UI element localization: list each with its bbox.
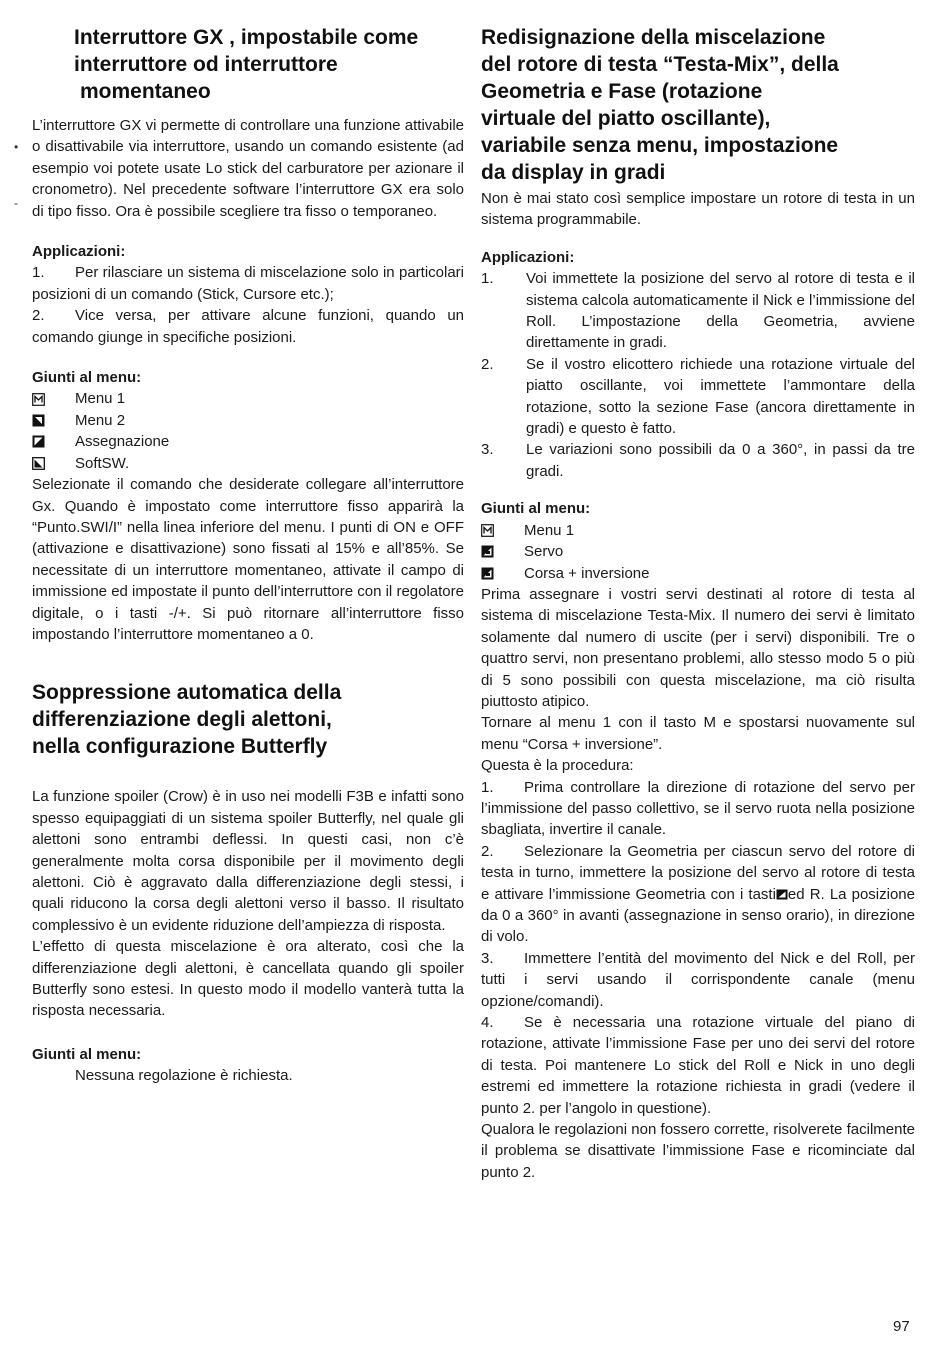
heading-line: Soppressione automatica della xyxy=(32,681,342,705)
item-number: 3. xyxy=(481,949,494,967)
menu-path-item xyxy=(481,520,915,541)
menu-m-icon xyxy=(32,393,75,406)
item-number: 4. xyxy=(481,1014,494,1032)
item-text: Se è necessaria una rotazione virtuale del piano di rotazione, attivate l’immissione Fase per uno dei servi del rotore di testa. Poi mantenere Lo stick del Roll e Nick in uno degli estremi ed immettere la rotazione richiesta in gradi (vedere il punto 2. per l’angolo in questione). xyxy=(481,1014,915,1117)
procedure-step xyxy=(481,1012,915,1119)
testa-mix-heading xyxy=(481,24,915,186)
gx-description-paragraph: Selezionate il comando che desiderate collegare all’interruttore Gx. Quando è impostato come interruttore fisso apparirà la “Punto.SWI/I” nella linea inferiore del menu. I punti di ON e OFF (attivazione e disattivazione) sono fissati al 15% e all’85%. Se necessitate di un interruttore momentaneo, attivate il campo di immissione ed impostate il punto dell’interruttore con il regolatore digitale, o i tasti -/+. Si può ritornare all’interruttore fisso impostando l’interruttore momentaneo a 0. xyxy=(32,476,464,643)
menu-item-label: Menu 1 xyxy=(524,521,575,539)
item-text: Selezionare la Geometria per ciascun servo del rotore di testa in turno, immettere la posizione del servo al rotore di testa e attivare l’immissione Geometria con i tasti xyxy=(481,842,915,903)
heading-line: Redisignazione della miscelazione xyxy=(481,26,826,49)
item-text: Voi immettete la posizione del servo al rotore di testa e il sistema calcola automaticamente il Nick e l’immissione del Roll. L’impostazione della Geometria, avviene direttamente in gradi. xyxy=(526,270,915,352)
geometry-key-icon xyxy=(776,889,788,900)
heading-line: variabile senza menu, impostazione xyxy=(481,134,839,157)
item-number: 1. xyxy=(481,778,494,796)
item-text: Le variazioni sono possibili da 0 a 360°, in passi da tre gradi. xyxy=(526,441,915,480)
heading-line: nella configurazione Butterfly xyxy=(32,735,328,759)
procedure-step xyxy=(481,841,915,948)
procedure-step xyxy=(481,948,915,1012)
heading-line: Geometria e Fase (rotazione xyxy=(481,80,763,103)
applications-label: Applicazioni: xyxy=(481,248,575,266)
margin-mark: - xyxy=(14,196,18,210)
applications-label: Applicazioni: xyxy=(32,243,126,261)
procedure-step xyxy=(481,777,915,841)
application-item xyxy=(481,268,915,354)
menu-item-label: Corsa + inversione xyxy=(524,564,650,582)
heading-line: virtuale del piatto oscillante), xyxy=(481,107,771,130)
page-number: 97 xyxy=(893,1318,910,1335)
menu-triangle-outline-icon xyxy=(32,457,75,470)
item-number: 1. xyxy=(32,264,45,282)
menu-item-label: Servo xyxy=(524,543,564,561)
menu-item-label: Assegnazione xyxy=(75,433,170,451)
heading-line: da display in gradi xyxy=(481,161,666,184)
item-number: 1. xyxy=(481,270,494,288)
menu-item-label: SoftSW. xyxy=(75,454,130,472)
menu-item-label: Menu 1 xyxy=(75,390,126,408)
testa-mix-intro: Non è mai stato così semplice impostare un rotore di testa in un sistema programmabile. xyxy=(481,190,915,229)
item-text: ed R. La posizione da 0 a 360° in avanti (assegnazione in senso orario), in direzione di volo. xyxy=(481,885,915,946)
butterfly-paragraph: La funzione spoiler (Crow) è in uso nei modelli F3B e infatti sono spesso equipaggiati di un sistema spoiler Butterfly, nel quale gli alettoni sono entrambi deflessi. In questi casi, non c’è generalmente molta corsa disponibile per il movimento degli alettoni. Ciò è aggravato dalla differenziazione degli stessi, i quali riducono la corsa degli alettoni verso il basso. Il risultato complessivo è un evidente riduzione dell’ampiezza di risposta. xyxy=(32,788,464,934)
application-item xyxy=(481,439,915,482)
application-item xyxy=(32,305,464,348)
servo-icon xyxy=(481,545,524,558)
item-number: 3. xyxy=(481,441,494,459)
item-number: 2. xyxy=(32,307,45,325)
menu-path-item xyxy=(32,388,464,409)
item-text: Se il vostro elicottero richiede una rotazione virtuale del piatto oscillante, voi immettete l’ammontare della rotazione, sotto la sezione Fase (ancora direttamente in gradi) e questo è fatto. xyxy=(526,355,915,438)
application-item xyxy=(481,354,915,440)
menu-path-note: Nessuna regolazione è richiesta. xyxy=(75,1067,293,1085)
item-text: Immettere l’entità del movimento del Nick e del Roll, per tutti i servi usando il corrispondente canale (menu opzione/comandi). xyxy=(481,949,915,1010)
item-number: 2. xyxy=(481,355,494,373)
butterfly-heading xyxy=(32,679,464,760)
item-text: Vice versa, per attivare alcune funzioni, quando un comando giunge in specifiche posizioni. xyxy=(32,307,464,346)
menu-path-label: Giunti al menu: xyxy=(32,369,142,387)
heading-line: momentaneo xyxy=(80,80,211,103)
testa-mix-paragraph: Tornare al menu 1 con il tasto M e spostarsi nuovamente sul menu “Corsa + inversione”. xyxy=(481,714,915,753)
menu-m-icon xyxy=(481,524,524,537)
application-item xyxy=(32,262,464,305)
menu-corner-icon xyxy=(32,414,75,427)
right-column xyxy=(481,24,915,1183)
item-text: Per rilasciare un sistema di miscelazione solo in particolari posizioni di un comando (Stick, Cursore etc.); xyxy=(32,264,464,303)
item-text: Prima controllare la direzione di rotazione del servo per l’immissione del passo collettivo, se il servo ruota nella posizione sbagliata, invertire il canale. xyxy=(481,778,915,839)
menu-path-label: Giunti al menu: xyxy=(481,500,591,518)
testa-mix-paragraph: Prima assegnare i vostri servi destinati al rotore di testa al sistema di miscelazione Testa-Mix. Il numero dei servi è limitato solamente dal numero di uscite (per i servi) disponibili. Tre o quattro servi, non presentano problemi, allo stesso modo 5 o più di 5 sono possibili con questa miscelazione, ma ciò risulta piuttosto atipico. xyxy=(481,585,915,710)
left-column xyxy=(32,24,464,1087)
item-number: 2. xyxy=(481,842,494,860)
procedure-intro: Questa è la procedura: xyxy=(481,757,634,775)
margin-mark: • xyxy=(14,140,19,154)
menu-path-item xyxy=(32,431,464,452)
menu-triangle-icon xyxy=(32,435,75,448)
gx-intro-paragraph: L’interruttore GX vi permette di controllare una funzione attivabile o disattivabile via interruttore, usando un comando esistente (ad esempio voi potete usate Lo stick del carburatore per azionare il cronometro). Nel precedente software l’interruttore GX era solo di tipo fisso. Ora è possibile scegliere tra fisso o temporaneo. xyxy=(32,117,464,220)
menu-path-item xyxy=(32,453,464,474)
heading-line: del rotore di testa “Testa-Mix”, della xyxy=(481,53,839,76)
servo-icon xyxy=(481,567,524,580)
heading-line: interruttore od interruttore xyxy=(74,53,338,76)
gx-switch-heading xyxy=(74,24,464,105)
menu-path-item xyxy=(481,541,915,562)
heading-line: differenziazione degli alettoni, xyxy=(32,708,332,732)
closing-paragraph: Qualora le regolazioni non fossero corrette, risolverete facilmente il problema se disattivate l’immissione Fase e ricominciate dal punto 2. xyxy=(481,1121,915,1181)
heading-line: Interruttore GX , impostabile come xyxy=(74,26,419,49)
menu-path-item xyxy=(481,563,915,584)
menu-item-label: Menu 2 xyxy=(75,411,126,429)
menu-path-item xyxy=(32,410,464,431)
butterfly-paragraph: L’effetto di questa miscelazione è ora alterato, così che la differenziazione degli alettoni, è cancellata quando gli spoiler Butterfly sono estesi. In questo modo il modello vanterà tutta la risposta necessaria. xyxy=(32,938,464,1020)
menu-path-label: Giunti al menu: xyxy=(32,1045,142,1063)
